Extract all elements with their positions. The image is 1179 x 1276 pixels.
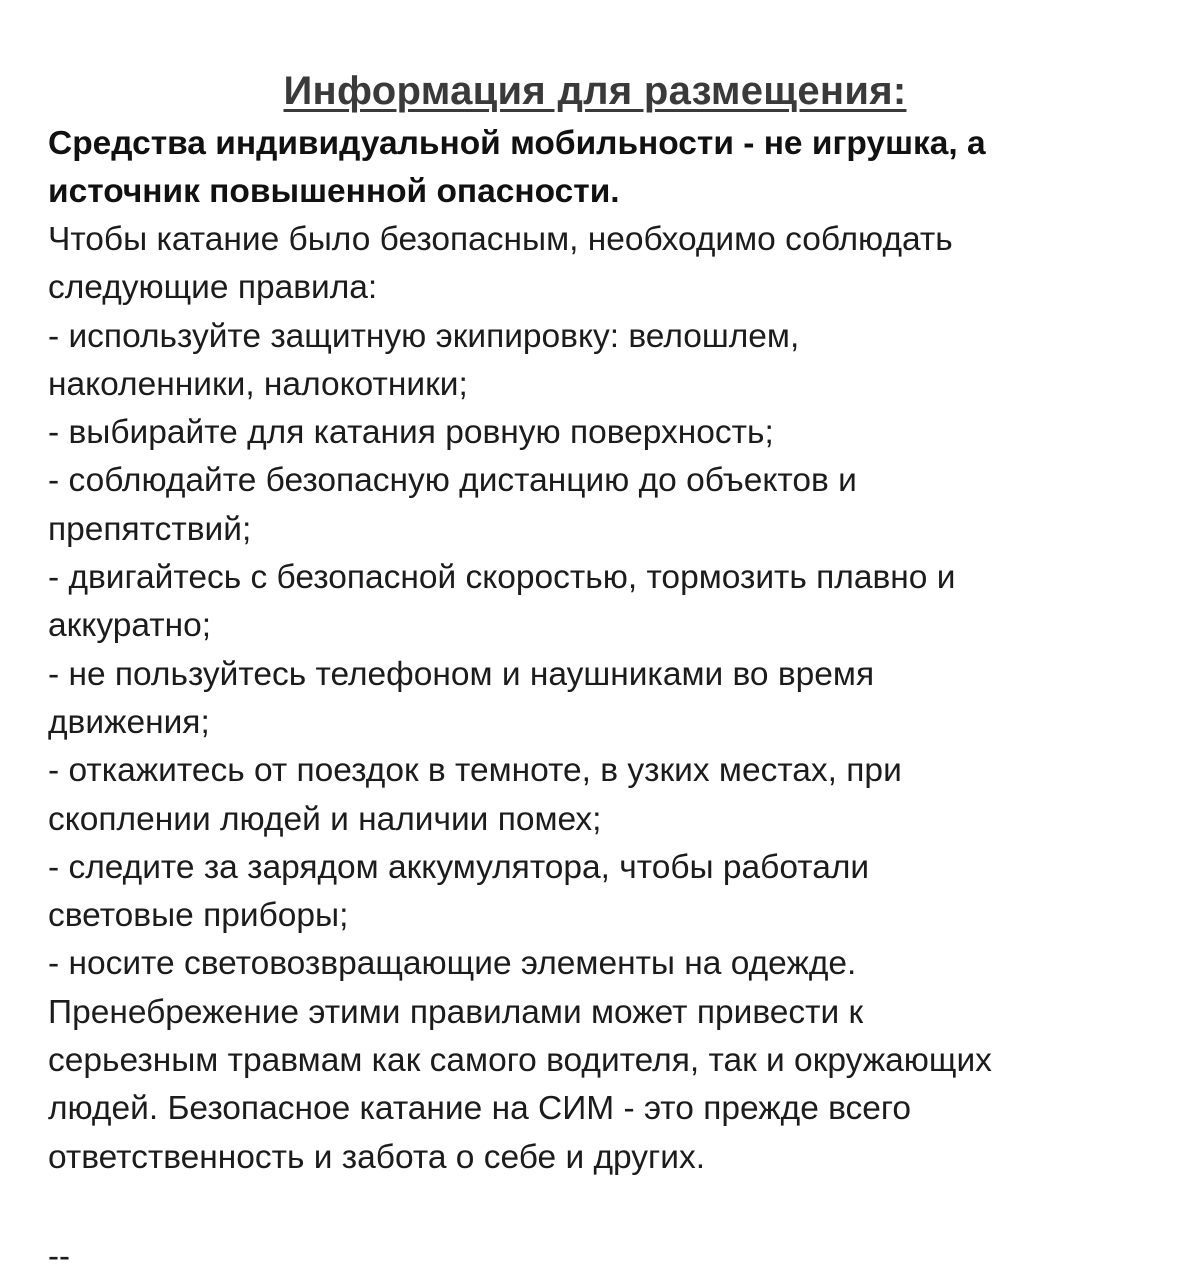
body-line-6: - соблюдайте безопасную дистанцию до объектов и	[48, 462, 857, 500]
body-line-19: людей. Безопасное катание на СИМ - это прежде всего	[48, 1090, 912, 1128]
body-line-18: серьезным травмам как самого водителя, так и окружающих	[48, 1042, 992, 1080]
lead-line-1: Средства индивидуальной мобильности - не игрушка, а	[48, 125, 986, 162]
body-line-14: - следите за зарядом аккумулятора, чтобы работали	[48, 848, 870, 886]
body-line-3: - используйте защитную экипировку: велошлем,	[48, 317, 800, 355]
body-line-13: скоплении людей и наличии помех;	[48, 800, 602, 838]
body-line-17: Пренебрежение этими правилами может привести к	[48, 993, 864, 1031]
body-line-15: световые приборы;	[48, 897, 349, 935]
body-line-16: - носите световозвращающие элементы на одежде.	[48, 945, 857, 983]
body-line-4: наколенники, налокотники;	[48, 365, 468, 403]
body-line-11: движения;	[48, 703, 210, 741]
body-line-9: аккуратно;	[48, 607, 212, 645]
body-line-12: - откажитесь от поездок в темноте, в узких местах, при	[48, 752, 902, 790]
body-line-8: - двигайтесь с безопасной скоростью, тормозить плавно и	[48, 559, 956, 597]
page-title: Информация для размещения:	[283, 69, 907, 113]
body-line-20: ответственность и забота о себе и других.	[48, 1138, 706, 1176]
lead-line-2: источник повышенной опасности.	[48, 173, 620, 210]
body-line-5: - выбирайте для катания ровную поверхность;	[48, 414, 774, 452]
document-body	[48, 62, 1148, 1182]
body-line-7: препятствий;	[48, 510, 252, 548]
body-line-1: Чтобы катание было безопасным, необходимо соблюдать	[48, 221, 953, 258]
body-line-10: - не пользуйтесь телефоном и наушниками во время	[48, 655, 875, 693]
body-line-2: следующие правила:	[48, 269, 378, 307]
signature-separator: --	[48, 1237, 70, 1274]
